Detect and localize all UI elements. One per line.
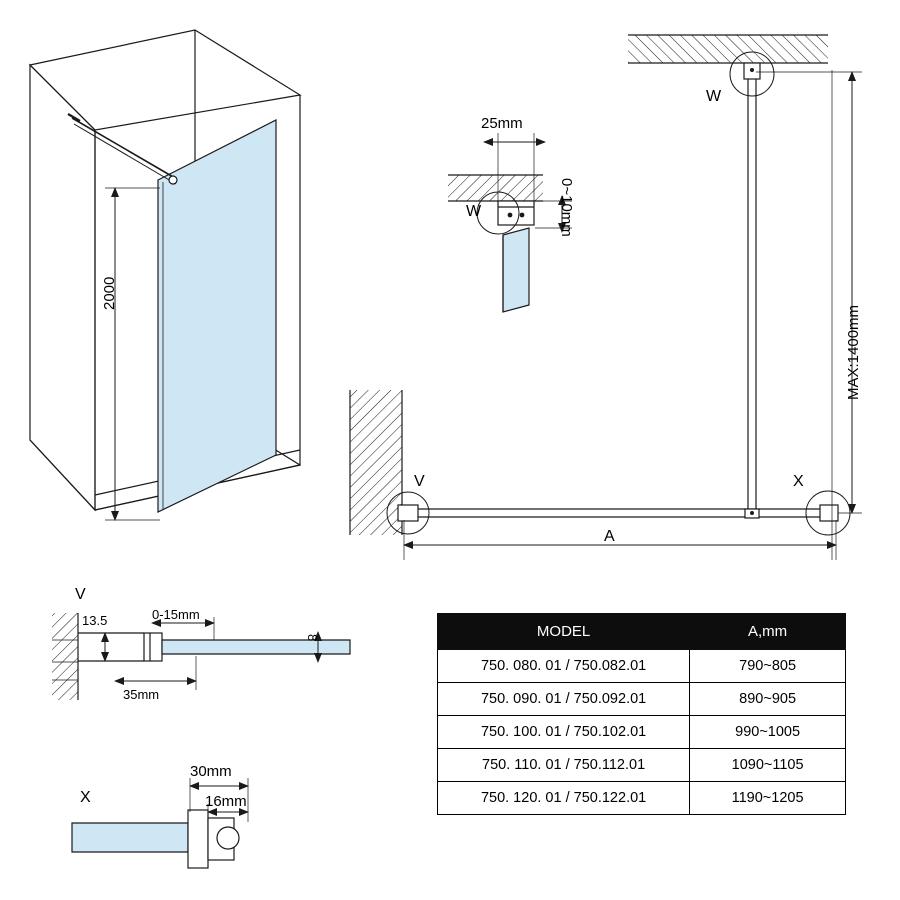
detail-v-glass-thickness — [305, 634, 327, 649]
detail-v-glass-thickness-text: 8 — [305, 634, 320, 642]
detail-x-callout: X — [80, 789, 91, 806]
table-header-a: A,mm — [690, 614, 846, 650]
table-cell-model: 750. 110. 01 / 750.112.01 — [438, 749, 690, 782]
table-row — [438, 650, 846, 683]
table-header-row — [438, 614, 846, 650]
table-cell-model: 750. 090. 01 / 750.092.01 — [438, 683, 690, 716]
model-spec-table — [437, 613, 846, 815]
plan-callout-w: W — [706, 88, 722, 105]
detail-v-callout: V — [75, 586, 86, 603]
table-cell-a: 1190~1205 — [690, 782, 846, 815]
table-cell-model: 750. 100. 01 / 750.102.01 — [438, 716, 690, 749]
table-cell-model: 750. 120. 01 / 750.122.01 — [438, 782, 690, 815]
plan-callout-x: X — [793, 473, 804, 490]
plan-max-height-label — [845, 304, 900, 417]
detail-w-gap-label — [558, 178, 634, 237]
plan-callout-v: V — [414, 473, 425, 490]
detail-w — [448, 133, 572, 312]
plan-width-label: A — [604, 528, 615, 545]
detail-v-dim-range: 0-15mm — [152, 607, 200, 622]
table-row — [438, 683, 846, 716]
table-cell-a: 990~1005 — [690, 716, 846, 749]
detail-w-callout: W — [466, 203, 482, 220]
plan-max-height-text: MAX:1400mm — [845, 304, 862, 400]
detail-w-gap-text: 0~10mm — [558, 178, 575, 237]
table-cell-a: 790~805 — [690, 650, 846, 683]
table-row — [438, 749, 846, 782]
table-cell-model: 750. 080. 01 / 750.082.01 — [438, 650, 690, 683]
isometric-view — [30, 30, 300, 520]
table-row — [438, 716, 846, 749]
table-cell-a: 1090~1105 — [690, 749, 846, 782]
detail-x-dim-inner: 16mm — [205, 793, 247, 810]
table-row — [438, 782, 846, 815]
table-cell-a: 890~905 — [690, 683, 846, 716]
plan-view — [350, 35, 862, 560]
table-header-model: MODEL — [438, 614, 690, 650]
iso-height-label — [101, 276, 134, 327]
detail-x — [72, 778, 248, 868]
iso-height-text: 2000 — [101, 276, 118, 310]
detail-w-width-label: 25mm — [481, 115, 523, 132]
detail-v-dim-base: 35mm — [123, 687, 160, 702]
detail-x-dim-outer: 30mm — [190, 763, 232, 780]
detail-v-dim-top: 13.5 — [82, 613, 108, 628]
